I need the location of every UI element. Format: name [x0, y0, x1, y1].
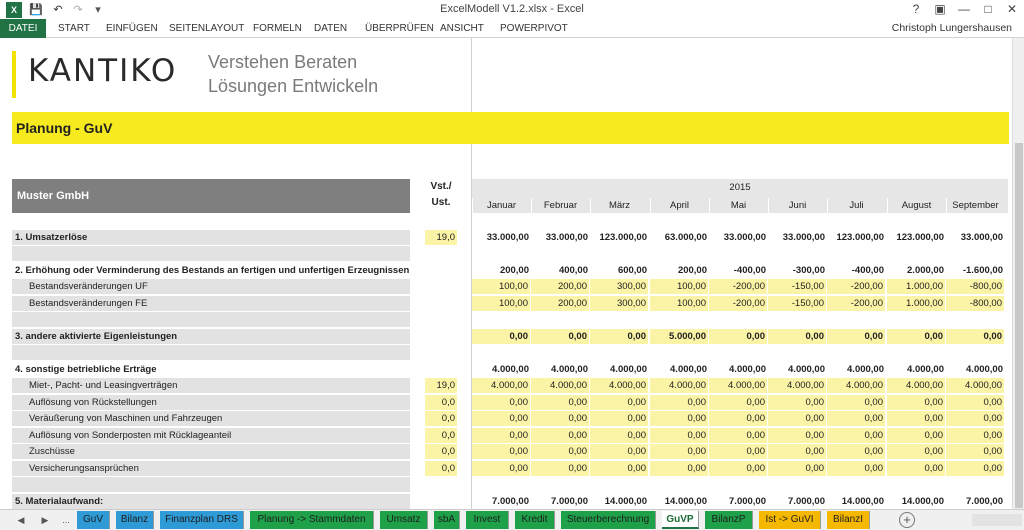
value-cell[interactable]: -200,00 — [827, 296, 886, 311]
row-label[interactable]: Veräußerung von Maschinen und Fahrzeugen — [12, 411, 410, 426]
month-header — [472, 179, 1008, 213]
value-cell[interactable]: 14.000,00 — [901, 496, 944, 507]
table-row — [0, 345, 1012, 361]
value-cell[interactable]: 4.000,00 — [827, 378, 886, 393]
title-bar — [0, 0, 1024, 19]
table-row — [0, 279, 1012, 295]
value-cell[interactable]: 63.000,00 — [664, 232, 707, 243]
table-row — [0, 263, 1012, 279]
value-cell[interactable]: 0,00 — [709, 329, 768, 344]
logo-accent-bar — [12, 51, 16, 98]
table-row — [0, 378, 1012, 394]
value-cell[interactable]: 100,00 — [650, 279, 709, 294]
value-cell[interactable]: 4.000,00 — [946, 378, 1005, 393]
value-cell[interactable]: 1.000,00 — [887, 279, 946, 294]
value-cell[interactable]: 0,00 — [827, 411, 886, 426]
month-header-cell[interactable]: März — [590, 198, 648, 213]
value-cell[interactable]: 0,00 — [827, 428, 886, 443]
month-header-cell[interactable]: September — [946, 198, 1004, 213]
sheet-tab[interactable]: Invest — [466, 511, 509, 529]
value-cell[interactable]: 0,00 — [650, 444, 709, 459]
sheet-tab[interactable]: Umsatz — [380, 511, 428, 529]
window-title: ExcelModell V1.2.xlsx - Excel — [440, 3, 584, 15]
value-cell[interactable]: 0,00 — [472, 461, 531, 476]
value-cell[interactable]: 0,00 — [590, 395, 649, 410]
value-cell[interactable]: -400,00 — [851, 265, 884, 276]
sheet-tab[interactable]: Bilanz — [116, 511, 154, 529]
value-cell[interactable]: 0,00 — [531, 395, 590, 410]
row-label[interactable]: Miet-, Pacht- und Leasingverträgen — [12, 378, 410, 393]
tab-ansicht[interactable]: ANSICHT — [440, 23, 484, 34]
help-icon[interactable]: ? — [912, 2, 920, 16]
tab-daten[interactable]: DATEN — [314, 23, 348, 34]
value-cell[interactable]: 0,00 — [946, 428, 1005, 443]
value-cell[interactable]: 7.000,00 — [966, 496, 1003, 507]
value-cell[interactable]: 4.000,00 — [788, 364, 825, 375]
value-cell[interactable]: 4.000,00 — [670, 364, 707, 375]
more-sheets-button[interactable]: ... — [62, 515, 70, 525]
table-row — [0, 329, 1012, 345]
value-cell[interactable]: 33.000,00 — [960, 232, 1003, 243]
row-label[interactable]: Bestandsveränderungen FE — [12, 296, 410, 311]
value-cell[interactable]: 4.000,00 — [887, 378, 946, 393]
redo-icon[interactable]: ↷ — [73, 3, 83, 16]
value-cell[interactable]: 7.000,00 — [492, 496, 529, 507]
vst-cell[interactable]: 0,0 — [425, 428, 457, 443]
value-cell[interactable]: 2.000,00 — [907, 265, 944, 276]
value-cell[interactable]: -200,00 — [709, 296, 768, 311]
value-cell[interactable]: 0,00 — [472, 428, 531, 443]
value-cell[interactable]: 0,00 — [827, 395, 886, 410]
value-cell[interactable]: 200,00 — [531, 279, 590, 294]
value-cell[interactable]: 33.000,00 — [723, 232, 766, 243]
table-row — [0, 477, 1012, 493]
value-cell[interactable]: 0,00 — [946, 329, 1005, 344]
value-cell[interactable]: 4.000,00 — [966, 364, 1003, 375]
sheet-title: Planung - GuV — [16, 120, 113, 136]
table-row — [0, 362, 1012, 378]
value-cell[interactable]: 0,00 — [590, 329, 649, 344]
table-row — [0, 312, 1012, 328]
value-cell[interactable]: 4.000,00 — [729, 364, 766, 375]
sheet-tab[interactable]: BilanzI — [827, 511, 870, 529]
add-sheet-icon[interactable]: + — [899, 512, 915, 528]
value-cell[interactable]: 200,00 — [499, 265, 529, 276]
value-cell[interactable]: 0,00 — [531, 411, 590, 426]
table-row — [0, 494, 1012, 509]
minimize-icon[interactable]: — — [958, 2, 970, 16]
vst-cell[interactable]: 19,0 — [425, 378, 457, 393]
table-row — [0, 461, 1012, 477]
value-cell[interactable]: 0,00 — [590, 444, 649, 459]
value-cell[interactable]: 4.000,00 — [531, 378, 590, 393]
row-label[interactable] — [12, 246, 410, 261]
table-row — [0, 411, 1012, 427]
month-header-cell[interactable]: Mai — [709, 198, 767, 213]
value-cell[interactable]: 0,00 — [768, 395, 827, 410]
value-cell[interactable]: 0,00 — [531, 444, 590, 459]
value-cell[interactable]: -200,00 — [709, 279, 768, 294]
value-cell[interactable]: 0,00 — [650, 428, 709, 443]
value-cell[interactable]: 4.000,00 — [590, 378, 649, 393]
value-cell[interactable]: 4.000,00 — [847, 364, 884, 375]
value-cell[interactable]: 0,00 — [709, 444, 768, 459]
value-cell[interactable]: 0,00 — [650, 395, 709, 410]
month-header-cell[interactable]: Juli — [827, 198, 885, 213]
value-cell[interactable]: 4.000,00 — [610, 364, 647, 375]
month-header-cell[interactable]: Januar — [472, 198, 530, 213]
value-cell[interactable]: 0,00 — [768, 444, 827, 459]
row-label[interactable] — [12, 477, 410, 492]
value-cell[interactable]: 0,00 — [531, 461, 590, 476]
table-row — [0, 246, 1012, 262]
company-name: Muster GmbH — [17, 190, 90, 202]
row-label[interactable]: Bestandsveränderungen UF — [12, 279, 410, 294]
table-row — [0, 428, 1012, 444]
value-cell[interactable]: 0,00 — [887, 461, 946, 476]
value-cell[interactable]: -1.600,00 — [962, 265, 1003, 276]
value-cell[interactable]: 14.000,00 — [664, 496, 707, 507]
value-cell[interactable]: 0,00 — [768, 411, 827, 426]
row-label[interactable]: 3. andere aktivierte Eigenleistungen — [12, 329, 410, 344]
value-cell[interactable]: 400,00 — [558, 265, 588, 276]
value-cell[interactable]: 123.000,00 — [896, 232, 944, 243]
value-cell[interactable]: 4.000,00 — [709, 378, 768, 393]
value-cell[interactable]: -800,00 — [946, 279, 1005, 294]
ribbon-display-icon[interactable]: ▣ — [934, 2, 946, 16]
row-label[interactable]: 2. Erhöhung oder Verminderung des Bestands an fertigen und unfertigen Erzeugnissen — [15, 265, 410, 276]
value-cell[interactable]: 0,00 — [709, 411, 768, 426]
close-icon[interactable]: ✕ — [1006, 2, 1018, 16]
table-row — [0, 296, 1012, 312]
vst-header-line1: Vst./ — [430, 181, 452, 192]
user-name[interactable]: Christoph Lungershausen — [891, 22, 1012, 34]
vst-cell[interactable]: 0,0 — [425, 395, 457, 410]
value-cell[interactable]: 0,00 — [887, 411, 946, 426]
value-cell[interactable]: 100,00 — [472, 279, 531, 294]
sheet-tab[interactable]: Planung -> Stammdaten — [250, 511, 374, 529]
row-label[interactable]: Auflösung von Sonderposten mit Rücklageanteil — [12, 428, 410, 443]
value-cell[interactable]: 4.000,00 — [768, 378, 827, 393]
value-cell[interactable]: 0,00 — [768, 329, 827, 344]
horizontal-scrollbar[interactable] — [972, 514, 1022, 526]
value-cell[interactable]: 5.000,00 — [650, 329, 709, 344]
prev-sheet-icon[interactable]: ◀ — [17, 515, 25, 525]
sheet-tab[interactable]: GuVP — [662, 511, 699, 529]
row-label[interactable]: Versicherungsansprüchen — [12, 461, 410, 476]
vst-cell[interactable]: 0,0 — [425, 411, 457, 426]
sheet-tab[interactable]: sbA — [434, 511, 460, 529]
value-cell[interactable]: 200,00 — [531, 296, 590, 311]
undo-icon[interactable]: ↶ — [53, 3, 63, 16]
value-cell[interactable]: 0,00 — [650, 411, 709, 426]
tab-powerpivot[interactable]: POWERPIVOT — [500, 23, 568, 34]
value-cell[interactable]: 123.000,00 — [599, 232, 647, 243]
value-cell[interactable]: -300,00 — [792, 265, 825, 276]
customize-qat-icon[interactable]: ▾ — [95, 3, 101, 16]
value-cell[interactable]: 0,00 — [946, 395, 1005, 410]
sheet-tab[interactable]: Ist -> GuVI — [759, 511, 821, 529]
tab-einfuegen[interactable]: EINFÜGEN — [106, 23, 158, 34]
row-label[interactable] — [12, 345, 410, 360]
value-cell[interactable]: -150,00 — [768, 296, 827, 311]
vst-header-line2: Ust. — [431, 197, 451, 208]
sheet-title-band[interactable] — [12, 112, 1009, 144]
value-cell[interactable]: 7.000,00 — [788, 496, 825, 507]
value-cell[interactable]: 0,00 — [531, 329, 590, 344]
value-cell[interactable]: 0,00 — [590, 461, 649, 476]
value-cell[interactable]: -800,00 — [946, 296, 1005, 311]
value-cell[interactable]: 0,00 — [472, 329, 531, 344]
value-cell[interactable]: 0,00 — [887, 428, 946, 443]
value-cell[interactable]: 0,00 — [709, 428, 768, 443]
table-row — [0, 444, 1012, 460]
sheet-tab[interactable]: Finanzplan DRS — [160, 511, 244, 529]
value-cell[interactable]: -150,00 — [768, 279, 827, 294]
value-cell[interactable]: 7.000,00 — [551, 496, 588, 507]
sheet-tab[interactable]: Steuerberechnung — [561, 511, 656, 529]
window-controls — [904, 0, 1024, 19]
row-label[interactable]: 1. Umsatzerlöse — [12, 230, 410, 245]
value-cell[interactable]: 0,00 — [887, 329, 946, 344]
value-cell[interactable]: 0,00 — [946, 444, 1005, 459]
value-cell[interactable]: 33.000,00 — [486, 232, 529, 243]
value-cell[interactable]: 100,00 — [472, 296, 531, 311]
tab-seitenlayout[interactable]: SEITENLAYOUT — [169, 23, 245, 34]
sheet-tab-bar — [0, 509, 1024, 530]
value-cell[interactable]: 0,00 — [887, 395, 946, 410]
month-header-cell[interactable]: April — [650, 198, 708, 213]
value-cell[interactable]: -400,00 — [733, 265, 766, 276]
value-cell[interactable]: 200,00 — [677, 265, 707, 276]
value-cell[interactable]: 4.000,00 — [551, 364, 588, 375]
table-row — [0, 230, 1012, 246]
value-cell[interactable]: 0,00 — [946, 461, 1005, 476]
value-cell[interactable]: 0,00 — [472, 395, 531, 410]
row-label[interactable]: Zuschüsse — [12, 444, 410, 459]
save-icon[interactable]: 💾 — [29, 3, 43, 16]
logo-tagline-1: Verstehen Beraten — [208, 52, 358, 72]
value-cell[interactable]: 0,00 — [946, 411, 1005, 426]
company-logo: KANTIKO — [28, 53, 178, 89]
value-cell[interactable]: 0,00 — [768, 461, 827, 476]
value-cell[interactable]: 100,00 — [650, 296, 709, 311]
sheet-tab[interactable]: GuV — [77, 511, 110, 529]
excel-app-icon[interactable]: X — [6, 2, 22, 18]
month-header-cell[interactable]: Februar — [531, 198, 589, 213]
tab-start[interactable]: START — [58, 23, 90, 34]
vst-column-header[interactable] — [425, 179, 457, 211]
value-cell[interactable]: 0,00 — [590, 428, 649, 443]
value-cell[interactable]: 1.000,00 — [887, 296, 946, 311]
value-cell[interactable]: 300,00 — [590, 279, 649, 294]
vertical-scrollbar[interactable] — [1012, 38, 1024, 509]
value-cell[interactable]: 0,00 — [472, 411, 531, 426]
worksheet[interactable] — [0, 38, 1012, 509]
value-cell[interactable]: 0,00 — [827, 461, 886, 476]
logo-tagline-2: Lösungen Entwickeln — [208, 76, 379, 96]
row-label[interactable]: 4. sonstige betriebliche Erträge — [15, 364, 157, 375]
value-cell[interactable]: 0,00 — [827, 444, 886, 459]
row-label[interactable] — [12, 312, 410, 327]
maximize-icon[interactable]: □ — [984, 2, 992, 16]
value-cell[interactable]: 300,00 — [590, 296, 649, 311]
value-cell[interactable]: 0,00 — [531, 428, 590, 443]
value-cell[interactable]: 0,00 — [590, 411, 649, 426]
value-cell[interactable]: 0,00 — [472, 444, 531, 459]
value-cell[interactable]: 33.000,00 — [545, 232, 588, 243]
value-cell[interactable]: 0,00 — [887, 444, 946, 459]
value-cell[interactable]: 600,00 — [617, 265, 647, 276]
ribbon-tabs — [0, 19, 1024, 38]
value-cell[interactable]: 4.000,00 — [492, 364, 529, 375]
tab-ueberpruefen[interactable]: ÜBERPRÜFEN — [365, 23, 434, 34]
value-cell[interactable]: 7.000,00 — [729, 496, 766, 507]
row-label[interactable]: Auflösung von Rückstellungen — [12, 395, 410, 410]
tab-datei[interactable]: DATEI — [0, 19, 46, 38]
value-cell[interactable]: 4.000,00 — [650, 378, 709, 393]
table-row — [0, 395, 1012, 411]
vst-cell[interactable]: 0,0 — [425, 461, 457, 476]
year-label: 2015 — [729, 182, 751, 193]
month-header-cell[interactable]: Juni — [768, 198, 826, 213]
tab-formeln[interactable]: FORMELN — [253, 23, 302, 34]
sheet-tab[interactable]: Kredit — [515, 511, 555, 529]
company-header[interactable] — [12, 179, 410, 213]
month-header-cell[interactable]: August — [887, 198, 945, 213]
vst-cell[interactable]: 0,0 — [425, 444, 457, 459]
value-cell[interactable]: 0,00 — [709, 461, 768, 476]
value-cell[interactable]: -200,00 — [827, 279, 886, 294]
value-cell[interactable]: 33.000,00 — [782, 232, 825, 243]
value-cell[interactable]: 14.000,00 — [841, 496, 884, 507]
value-cell[interactable]: 14.000,00 — [604, 496, 647, 507]
next-sheet-icon[interactable]: ▶ — [41, 515, 49, 525]
value-cell[interactable]: 0,00 — [768, 428, 827, 443]
row-label[interactable]: 5. Materialaufwand: — [12, 494, 410, 509]
value-cell[interactable]: 123.000,00 — [836, 232, 884, 243]
value-cell[interactable]: 4.000,00 — [907, 364, 944, 375]
sheet-tab[interactable]: BilanzP — [705, 511, 753, 529]
value-cell[interactable]: 0,00 — [827, 329, 886, 344]
value-cell[interactable]: 0,00 — [650, 461, 709, 476]
value-cell[interactable]: 4.000,00 — [472, 378, 531, 393]
value-cell[interactable]: 0,00 — [709, 395, 768, 410]
vst-cell[interactable]: 19,0 — [425, 230, 457, 245]
scrollbar-thumb[interactable] — [1015, 143, 1023, 508]
